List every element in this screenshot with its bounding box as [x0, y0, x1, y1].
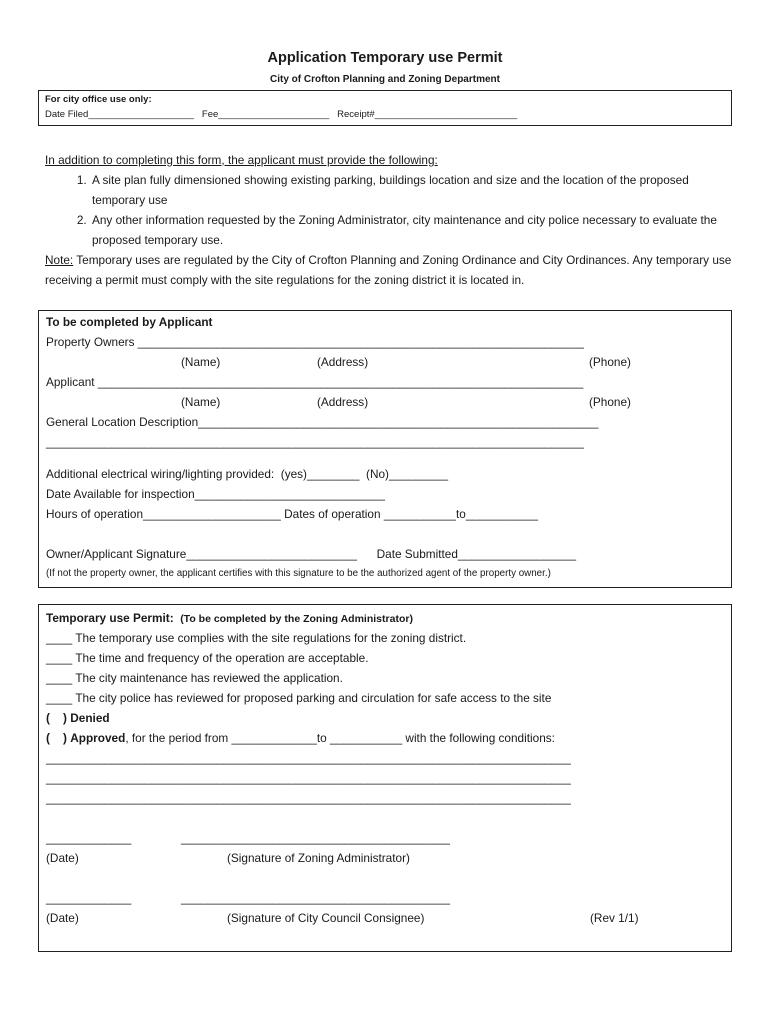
- owner-address-caption: (Address): [317, 355, 369, 369]
- office-use-label: For city office use only:: [45, 94, 152, 105]
- check-row: [46, 691, 551, 705]
- instructions-section: [45, 150, 735, 290]
- electrical-no-field[interactable]: _________: [388, 467, 449, 481]
- applicant-section: [38, 310, 732, 588]
- hours-field[interactable]: _____________________: [143, 507, 281, 521]
- property-owners-label: Property Owners: [46, 335, 135, 349]
- check-field[interactable]: ____: [46, 671, 73, 685]
- check-field[interactable]: ____: [46, 691, 73, 705]
- permit-heading: Temporary use Permit:: [46, 611, 174, 625]
- approved-label: Approved: [70, 731, 126, 745]
- document-title: Application Temporary use Permit: [267, 50, 503, 66]
- check-row: [46, 651, 368, 665]
- electrical-row: [46, 467, 448, 481]
- fee-field[interactable]: _____________________: [218, 109, 330, 120]
- applicant-field[interactable]: __________________________________________________________________________: [97, 375, 584, 389]
- instructions-heading: In addition to completing this form, the applicant must provide the following:: [45, 153, 438, 167]
- owner-name-caption: (Name): [181, 355, 221, 369]
- date-submitted-field[interactable]: __________________: [457, 547, 577, 561]
- date-available-field[interactable]: _____________________________: [194, 487, 385, 501]
- office-use-fields: [45, 109, 725, 120]
- check-label: The city maintenance has reviewed the application.: [75, 671, 343, 685]
- approved-checkbox[interactable]: ( ): [46, 731, 67, 745]
- applicant-row: [46, 375, 583, 389]
- permit-heading-note: (To be completed by the Zoning Administrator): [180, 613, 413, 625]
- general-location-label: General Location Description: [46, 415, 199, 429]
- date-filed-label: Date Filed: [45, 109, 89, 120]
- electrical-no-label: (No): [366, 467, 389, 481]
- council-date-field[interactable]: _____________: [46, 891, 132, 905]
- period-from-field[interactable]: _____________: [231, 731, 317, 745]
- requirement-item: 2. Any other information requested by the Zoning Administrator, city maintenance and city police necessary to evaluate the proposed temporary use.: [90, 210, 735, 250]
- dates-to-label: to: [455, 507, 466, 521]
- receipt-label: Receipt#: [337, 109, 375, 120]
- fee-label: Fee: [201, 109, 219, 120]
- dates-from-field[interactable]: ___________: [383, 507, 456, 521]
- applicant-heading: To be completed by Applicant: [46, 315, 213, 329]
- requirements-list: [45, 170, 735, 250]
- receipt-field[interactable]: ___________________________: [374, 109, 518, 120]
- hours-dates-row: [46, 507, 538, 521]
- property-owners-row: [46, 335, 584, 349]
- check-field[interactable]: ____: [46, 631, 73, 645]
- council-signature-field[interactable]: _________________________________________: [181, 891, 450, 905]
- dates-label: Dates of operation: [284, 507, 381, 521]
- zoning-date-field[interactable]: _____________: [46, 831, 132, 845]
- general-location-row: [46, 415, 598, 429]
- date-filed-field[interactable]: ____________________: [88, 109, 194, 120]
- electrical-yes-label: (yes): [280, 467, 307, 481]
- check-label: The temporary use complies with the site regulations for the zoning district.: [75, 631, 467, 645]
- zoning-date-caption: (Date): [46, 851, 79, 865]
- denied-checkbox[interactable]: ( ): [46, 711, 67, 725]
- check-row: [46, 671, 343, 685]
- check-label: The time and frequency of the operation are acceptable.: [75, 651, 369, 665]
- applicant-signature-field[interactable]: __________________________: [186, 547, 357, 561]
- general-location-field[interactable]: _____________________________________________________________: [198, 415, 599, 429]
- zoning-signature-caption: (Signature of Zoning Administrator): [227, 851, 410, 865]
- zoning-permit-section: [38, 604, 732, 952]
- owner-phone-caption: (Phone): [589, 355, 631, 369]
- agent-disclaimer: (If not the property owner, the applicant certifies with this signature to be the authorized agent of the property owner.): [46, 568, 551, 579]
- council-date-caption: (Date): [46, 911, 79, 925]
- applicant-signature-label: Owner/Applicant Signature: [46, 547, 187, 561]
- conditions-field-line[interactable]: ________________________________________________________________________________: [46, 791, 571, 805]
- denied-label: Denied: [70, 711, 110, 725]
- council-signature-caption: (Signature of City Council Consignee): [227, 911, 425, 925]
- signature-row: [46, 547, 576, 561]
- applicant-name-caption: (Name): [181, 395, 221, 409]
- date-available-row: [46, 487, 385, 501]
- electrical-label: Additional electrical wiring/lighting provided:: [46, 467, 275, 481]
- general-location-field-line2[interactable]: __________________________________________________________________________________: [46, 435, 584, 449]
- denied-row: [46, 711, 110, 725]
- zoning-signature-field[interactable]: _________________________________________: [181, 831, 450, 845]
- note-paragraph: [45, 250, 735, 290]
- applicant-address-caption: (Address): [317, 395, 369, 409]
- date-submitted-label: Date Submitted: [376, 547, 458, 561]
- check-field[interactable]: ____: [46, 651, 73, 665]
- check-row: [46, 631, 466, 645]
- conditions-label: with the following conditions:: [405, 731, 555, 745]
- date-available-label: Date Available for inspection: [46, 487, 195, 501]
- applicant-phone-caption: (Phone): [589, 395, 631, 409]
- permit-heading-row: [46, 611, 413, 625]
- note-text: Temporary uses are regulated by the City of Crofton Planning and Zoning Ordinance and City Ordinances. Any temporary use receiving a permit must comply with the site regulations for the zoning district it is located in.: [45, 253, 732, 287]
- conditions-field-line[interactable]: ________________________________________________________________________________: [46, 771, 571, 785]
- requirement-item: 1. A site plan fully dimensioned showing existing parking, buildings location and size and the location of the proposed temporary use: [90, 170, 735, 210]
- approved-text: , for the period from: [125, 731, 229, 745]
- department-subtitle: City of Crofton Planning and Zoning Department: [270, 74, 500, 85]
- check-label: The city police has reviewed for proposed parking and circulation for safe access to the site: [75, 691, 552, 705]
- approved-row: [46, 731, 555, 745]
- dates-to-field[interactable]: ___________: [465, 507, 538, 521]
- applicant-label: Applicant: [46, 375, 95, 389]
- electrical-yes-field[interactable]: ________: [306, 467, 360, 481]
- property-owners-field[interactable]: ____________________________________________________________________: [137, 335, 584, 349]
- period-to-label: to: [316, 731, 327, 745]
- note-label: Note:: [45, 253, 74, 267]
- period-to-field[interactable]: ___________: [329, 731, 403, 745]
- office-use-box: [38, 90, 732, 126]
- hours-label: Hours of operation: [46, 507, 144, 521]
- revision-label: (Rev 1/1): [590, 911, 639, 925]
- conditions-field-line[interactable]: ________________________________________________________________________________: [46, 751, 571, 765]
